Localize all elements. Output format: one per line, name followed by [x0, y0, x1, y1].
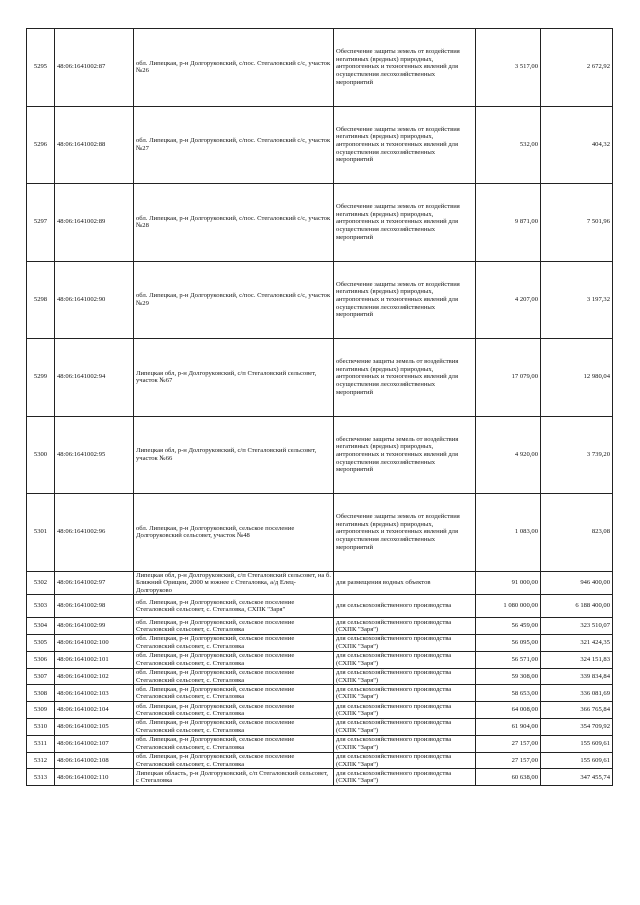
table-row: [27, 769, 613, 786]
cadastral-number: 48:06:1641002:97: [55, 571, 134, 595]
plot-area: 61 904,00: [476, 719, 541, 736]
row-number: 5297: [27, 184, 55, 262]
plot-address: обл. Липецкая, р-н Долгоруковский, сельское поселение Стегаловский сельсовет, с. Стегаловка: [134, 685, 334, 702]
plot-address: обл. Липецкая, р-н Долгоруковский, сельское поселение Долгоруковский сельсовет, участок №48: [134, 494, 334, 572]
table-row: [27, 416, 613, 494]
cadastral-value: 12 980,04: [541, 339, 613, 417]
cadastral-number: 48:06:1641002:96: [55, 494, 134, 572]
row-number: 5295: [27, 29, 55, 107]
plot-area: 56 571,00: [476, 651, 541, 668]
plot-area: 1 080 000,00: [476, 595, 541, 618]
table-row: [27, 261, 613, 339]
plot-address: обл. Липецкая, р-н Долгоруковский, сельское поселение Стегаловский сельсовет, с. Стегаловка: [134, 618, 334, 635]
plot-area: 91 000,00: [476, 571, 541, 595]
cadastral-number: 48:06:1641002:102: [55, 668, 134, 685]
plot-address: обл. Липецкая, р-н Долгоруковский, сельское поселение Стегаловский сельсовет, с. Стегаловка: [134, 702, 334, 719]
plot-address: Липецкая обл, р-н Долгоруковский, с/п Стегаловский сельсовет, участок №66: [134, 416, 334, 494]
permitted-use: обеспечение защиты земель от воздействия негативных (вредных) природных, антропогенных и техногенных явлений для осуществления лесохозяйственных мероприятий: [334, 339, 476, 417]
cadastral-number: 48:06:1641002:89: [55, 184, 134, 262]
plot-area: 4 207,00: [476, 261, 541, 339]
plot-area: 9 871,00: [476, 184, 541, 262]
cadastral-number: 48:06:1641002:105: [55, 719, 134, 736]
plot-address: обл. Липецкая, р-н Долгоруковский, с/пос. Стегаловский с/с, участок №26: [134, 29, 334, 107]
row-number: 5304: [27, 618, 55, 635]
cadastral-value: 324 151,83: [541, 651, 613, 668]
table-row: [27, 719, 613, 736]
row-number: 5306: [27, 651, 55, 668]
plot-address: Липецкая область, р-н Долгоруковский, с/п Стегаловский сельсовет, с Стегаловка: [134, 769, 334, 786]
table-row: [27, 494, 613, 572]
cadastral-value: 823,08: [541, 494, 613, 572]
table-row: [27, 571, 613, 595]
permitted-use: для сельскохозяйственного производства (СХПК "Заря"): [334, 719, 476, 736]
plot-address: Липецкая обл, р-н Долгоруковский, с/п Стегаловский сельсовет, на б. Ближний Орищеи, 2000 м южнее с Стегаловка, а/д Елец-Долгоруково: [134, 571, 334, 595]
row-number: 5312: [27, 752, 55, 769]
permitted-use: Обеспечение защиты земель от воздействия негативных (вредных) природных, антропогенных и техногенных явлений для осуществления лесохозяйственных мероприятий: [334, 29, 476, 107]
cadastral-value: 354 709,92: [541, 719, 613, 736]
permitted-use: для сельскохозяйственного производства (СХПК "Заря"): [334, 651, 476, 668]
table-row: [27, 29, 613, 107]
row-number: 5310: [27, 719, 55, 736]
cadastral-number: 48:06:1641002:110: [55, 769, 134, 786]
plot-address: обл. Липецкая, р-н Долгоруковский, с/пос. Стегаловский с/с, участок №27: [134, 106, 334, 184]
row-number: 5303: [27, 595, 55, 618]
plot-area: 64 008,00: [476, 702, 541, 719]
cadastral-number: 48:06:1641002:95: [55, 416, 134, 494]
plot-address: обл. Липецкая, р-н Долгоруковский, с/пос. Стегаловский с/с, участок №28: [134, 184, 334, 262]
plot-area: 532,00: [476, 106, 541, 184]
cadastral-number: 48:06:1641002:90: [55, 261, 134, 339]
cadastral-number: 48:06:1641002:107: [55, 735, 134, 752]
table-row: [27, 668, 613, 685]
cadastral-value: 321 424,35: [541, 635, 613, 652]
table-row: [27, 702, 613, 719]
plot-area: 58 653,00: [476, 685, 541, 702]
plot-address: обл. Липецкая, р-н Долгоруковский, сельское поселение Стегаловский сельсовет, с. Стегаловка: [134, 651, 334, 668]
plot-area: 27 157,00: [476, 735, 541, 752]
table-row: [27, 651, 613, 668]
permitted-use: для сельскохозяйственного производства (СХПК "Заря"): [334, 769, 476, 786]
cadastral-value: 323 510,07: [541, 618, 613, 635]
plot-area: 3 517,00: [476, 29, 541, 107]
cadastral-value: 3 739,20: [541, 416, 613, 494]
cadastral-value: 347 455,74: [541, 769, 613, 786]
table-row: [27, 106, 613, 184]
permitted-use: для сельскохозяйственного производства (СХПК "Заря"): [334, 702, 476, 719]
cadastral-value: 946 400,00: [541, 571, 613, 595]
table-row: [27, 339, 613, 417]
cadastral-value: 155 609,61: [541, 735, 613, 752]
row-number: 5298: [27, 261, 55, 339]
row-number: 5309: [27, 702, 55, 719]
plot-area: 56 095,00: [476, 635, 541, 652]
plot-area: 56 459,00: [476, 618, 541, 635]
row-number: 5301: [27, 494, 55, 572]
plot-area: 17 079,00: [476, 339, 541, 417]
cadastral-value: 6 188 400,00: [541, 595, 613, 618]
permitted-use: для сельскохозяйственного производства (СХПК "Заря"): [334, 752, 476, 769]
cadastral-value: 366 765,84: [541, 702, 613, 719]
table-row: [27, 752, 613, 769]
plot-address: Липецкая обл, р-н Долгоруковский, с/п Стегаловский сельсовет, участок №67: [134, 339, 334, 417]
plot-address: обл. Липецкая, р-н Долгоруковский, сельское поселение Стегаловский сельсовет, с. Стегаловка: [134, 735, 334, 752]
cadastral-value: 3 197,32: [541, 261, 613, 339]
cadastral-value: 2 672,92: [541, 29, 613, 107]
cadastral-number: 48:06:1641002:108: [55, 752, 134, 769]
permitted-use: для сельскохозяйственного производства (СХПК "Заря"): [334, 735, 476, 752]
cadastral-number: 48:06:1641002:104: [55, 702, 134, 719]
permitted-use: для сельскохозяйственного производства: [334, 595, 476, 618]
cadastral-value: 404,32: [541, 106, 613, 184]
row-number: 5299: [27, 339, 55, 417]
row-number: 5296: [27, 106, 55, 184]
cadastral-value: 7 501,96: [541, 184, 613, 262]
row-number: 5305: [27, 635, 55, 652]
row-number: 5302: [27, 571, 55, 595]
plot-address: обл. Липецкая, р-н Долгоруковский, сельское поселение Стегаловский сельсовет, с. Стегаловка: [134, 635, 334, 652]
permitted-use: для сельскохозяйственного производства (СХПК "Заря"): [334, 668, 476, 685]
row-number: 5300: [27, 416, 55, 494]
cadastral-value: 155 609,61: [541, 752, 613, 769]
plot-area: 60 638,00: [476, 769, 541, 786]
permitted-use: для размещения водных объектов: [334, 571, 476, 595]
plot-area: 4 920,00: [476, 416, 541, 494]
table-row: [27, 618, 613, 635]
plot-area: 1 083,00: [476, 494, 541, 572]
row-number: 5311: [27, 735, 55, 752]
permitted-use: Обеспечение защиты земель от воздействия негативных (вредных) природных, антропогенных и техногенных явлений для осуществления лесохозяйственных мероприятий: [334, 494, 476, 572]
row-number: 5308: [27, 685, 55, 702]
cadastral-number: 48:06:1641002:88: [55, 106, 134, 184]
plot-area: 59 308,00: [476, 668, 541, 685]
cadastral-value: 336 081,69: [541, 685, 613, 702]
permitted-use: Обеспечение защиты земель от воздействия негативных (вредных) природных, антропогенных и техногенных явлений для осуществления лесохозяйственных мероприятий: [334, 106, 476, 184]
row-number: 5307: [27, 668, 55, 685]
cadastral-number: 48:06:1641002:87: [55, 29, 134, 107]
land-plot-register-table: [26, 28, 613, 786]
table-row: [27, 595, 613, 618]
cadastral-number: 48:06:1641002:99: [55, 618, 134, 635]
cadastral-number: 48:06:1641002:100: [55, 635, 134, 652]
table-row: [27, 184, 613, 262]
plot-area: 27 157,00: [476, 752, 541, 769]
table-row: [27, 635, 613, 652]
row-number: 5313: [27, 769, 55, 786]
table-row: [27, 735, 613, 752]
cadastral-number: 48:06:1641002:98: [55, 595, 134, 618]
cadastral-number: 48:06:1641002:101: [55, 651, 134, 668]
permitted-use: для сельскохозяйственного производства (СХПК "Заря"): [334, 685, 476, 702]
plot-address: обл. Липецкая, р-н Долгоруковский, сельское поселение Стегаловский сельсовет, с. Стегаловка, СХПК "Заря": [134, 595, 334, 618]
plot-address: обл. Липецкая, р-н Долгоруковский, сельское поселение Стегаловский сельсовет, с. Стегаловка: [134, 668, 334, 685]
permitted-use: для сельскохозяйственного производства (СХПК "Заря"): [334, 635, 476, 652]
cadastral-number: 48:06:1641002:94: [55, 339, 134, 417]
permitted-use: Обеспечение защиты земель от воздействия негативных (вредных) природных, антропогенных и техногенных явлений для осуществления лесохозяйственных мероприятий: [334, 261, 476, 339]
permitted-use: для сельскохозяйственного производства (СХПК "Заря"): [334, 618, 476, 635]
cadastral-number: 48:06:1641002:103: [55, 685, 134, 702]
permitted-use: Обеспечение защиты земель от воздействия негативных (вредных) природных, антропогенных и техногенных явлений для осуществления лесохозяйственных мероприятий: [334, 184, 476, 262]
cadastral-value: 339 834,84: [541, 668, 613, 685]
permitted-use: обеспечение защиты земель от воздействия негативных (вредных) природных, антропогенных и техногенных явлений для осуществления лесохозяйственных мероприятий: [334, 416, 476, 494]
plot-address: обл. Липецкая, р-н Долгоруковский, с/пос. Стегаловский с/с, участок №29: [134, 261, 334, 339]
plot-address: обл. Липецкая, р-н Долгоруковский, сельское поселение Стегаловский сельсовет, с. Стегаловка: [134, 752, 334, 769]
table-row: [27, 685, 613, 702]
plot-address: обл. Липецкая, р-н Долгоруковский, сельское поселение Стегаловский сельсовет, с. Стегаловка: [134, 719, 334, 736]
table-body: [27, 29, 613, 786]
